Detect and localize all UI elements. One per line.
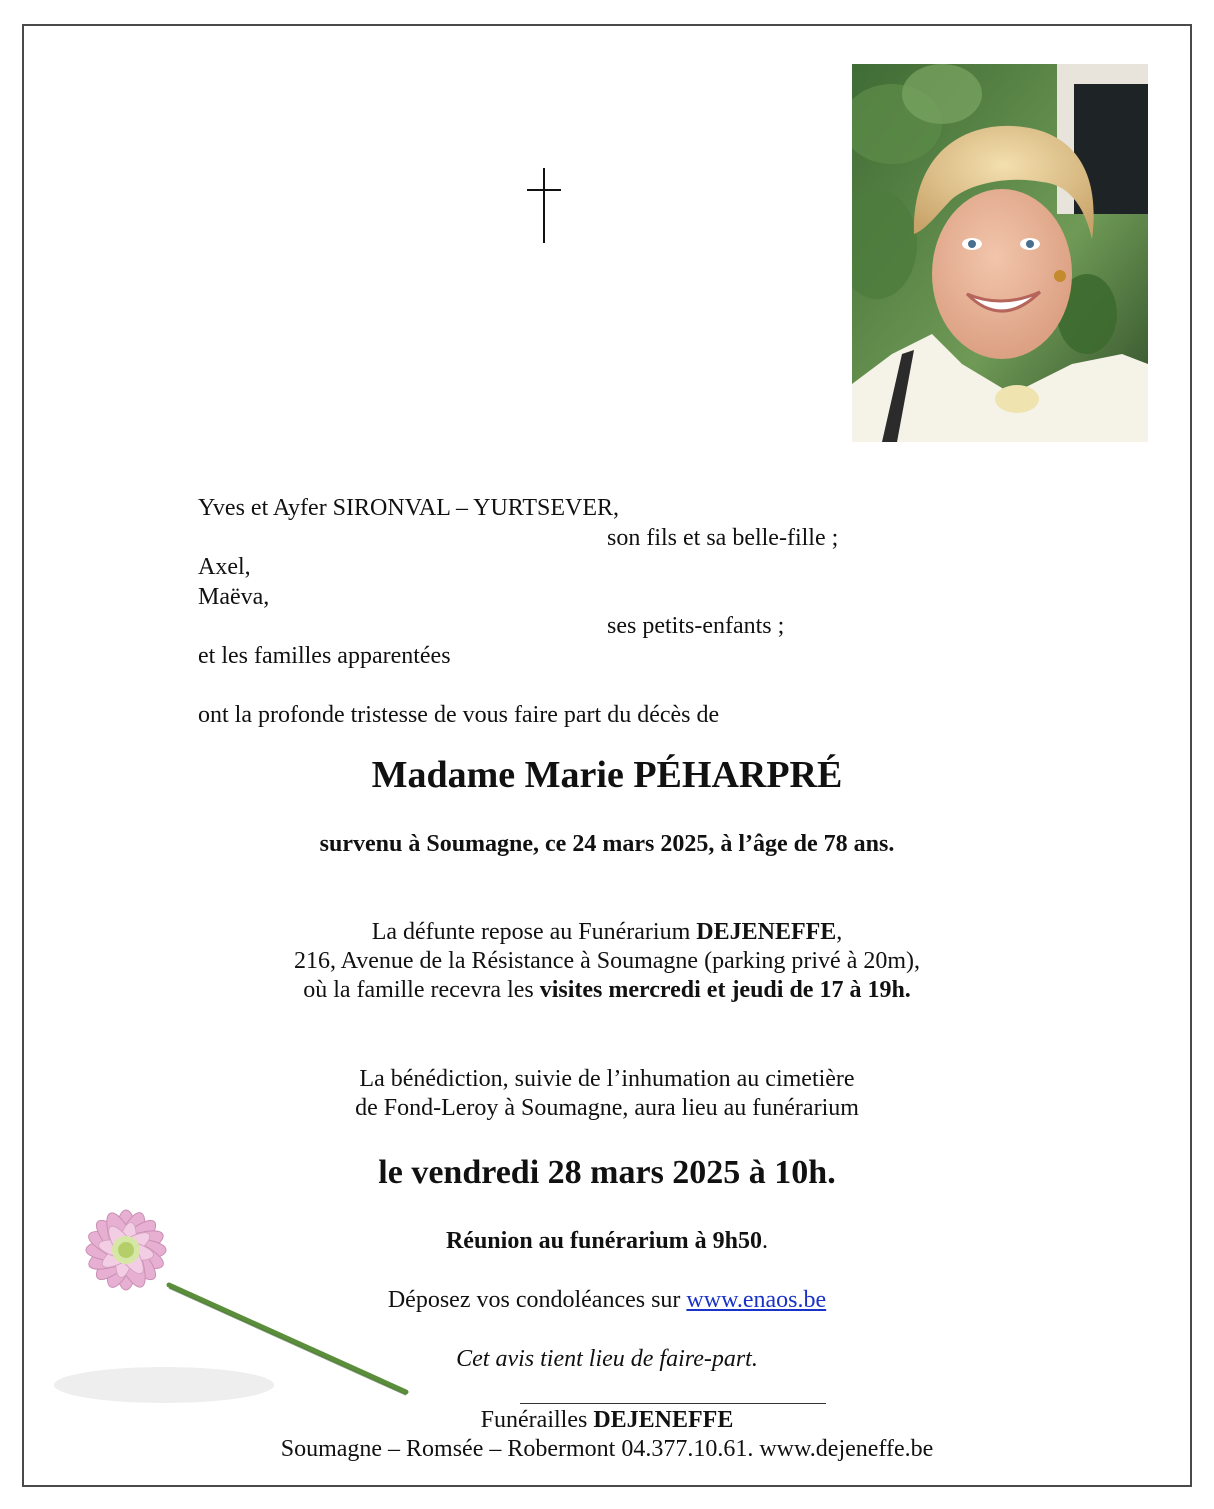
related-families: et les familles apparentées — [198, 643, 451, 669]
ceremony-date: le vendredi 28 mars 2025 à 10h. — [378, 1154, 836, 1191]
footer-line-1: Funérailles DEJENEFFE — [480, 1407, 734, 1433]
ceremony-line-2: de Fond-Leroy à Soumagne, aura lieu au funérarium — [355, 1095, 859, 1121]
grandchild-axel: Axel, — [198, 554, 251, 580]
announcement: ont la profonde tristesse de vous faire part du décès de — [198, 702, 720, 728]
repose-line-1: La défunte repose au Funérarium DEJENEFFE, — [371, 919, 843, 945]
grandchild-maeva: Maëva, — [198, 584, 270, 610]
relation-grandchildren: ses petits-enfants ; — [607, 613, 785, 639]
repose-line-2: 216, Avenue de la Résistance à Soumagne (parking privé à 20m), — [293, 948, 921, 974]
condolences-line: Déposez vos condoléances sur www.enaos.be — [387, 1287, 827, 1313]
repose-line-3: où la famille recevra les visites mercredi et jeudi de 17 à 19h. — [303, 977, 911, 1003]
deceased-name: Madame Marie PÉHARPRÉ — [371, 754, 843, 796]
footer-line-2: Soumagne – Romsée – Robermont 04.377.10.61. www.dejeneffe.be — [280, 1436, 934, 1462]
notice: Cet avis tient lieu de faire-part. — [456, 1346, 758, 1372]
family-line-son: Yves et Ayfer SIRONVAL – YURTSEVER, — [198, 495, 620, 521]
portrait-photo — [852, 64, 1148, 442]
relation-son: son fils et sa belle-fille ; — [607, 525, 839, 551]
meeting-info: Réunion au funérarium à 9h50. — [445, 1228, 769, 1254]
condolences-link[interactable]: www.enaos.be — [686, 1287, 827, 1313]
pink-flower-image — [44, 1180, 424, 1420]
death-details: survenu à Soumagne, ce 24 mars 2025, à l’âge de 78 ans. — [319, 831, 895, 857]
ceremony-line-1: La bénédiction, suivie de l’inhumation au cimetière — [359, 1066, 855, 1092]
footer-divider — [520, 1403, 826, 1404]
cross-icon — [525, 166, 563, 244]
